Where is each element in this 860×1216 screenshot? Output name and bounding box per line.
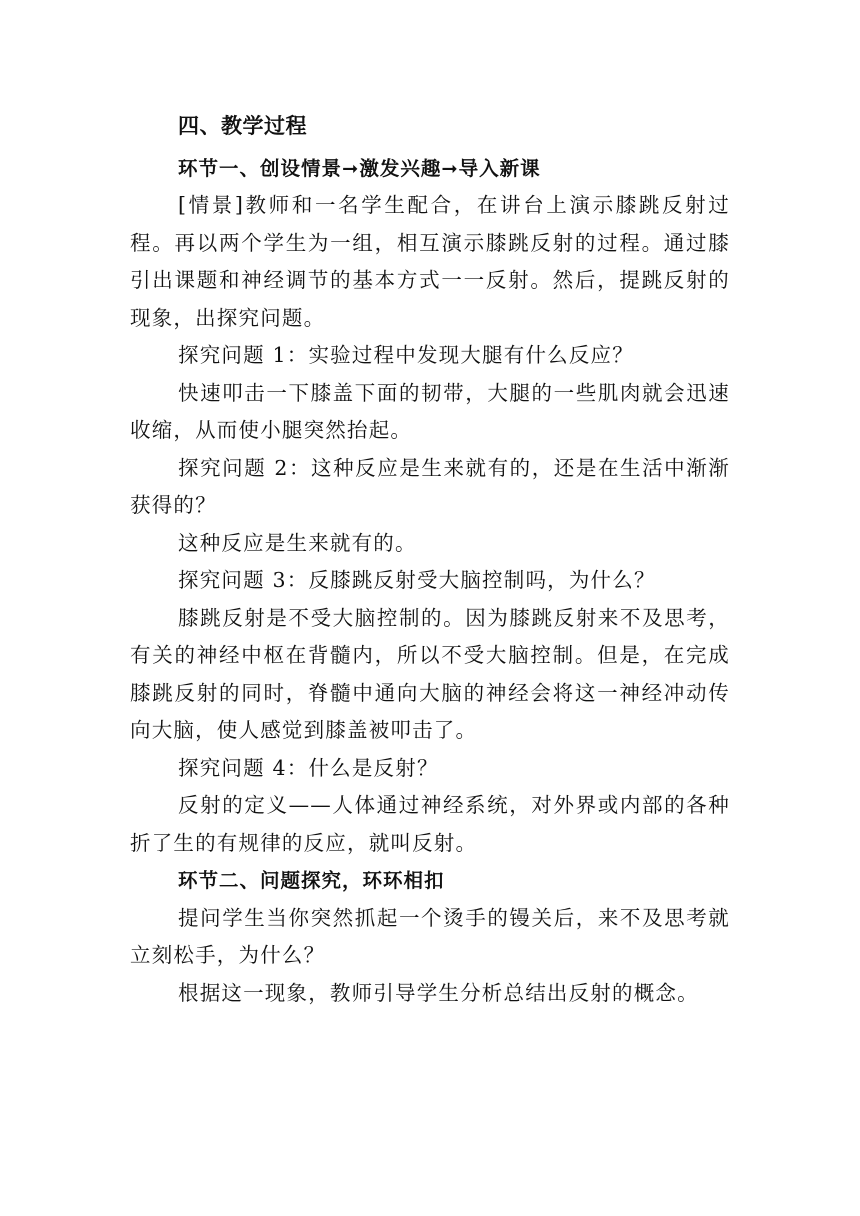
question-3: 探究问题 3：反膝跳反射受大脑控制吗，为什么？ [178, 568, 656, 592]
answer-1: 快速叩击一下膝盖下面的韧带，大腿的一些肌肉就会迅速收缩，从而使小腿突然抬起。 [130, 380, 730, 442]
answer-4: 反射的定义——人体通过神经系统，对外界或内部的各种折了生的有规律的反应，就叫反射。 [130, 793, 730, 855]
section1-title: 环节一、创设情景➞激发兴趣➞导入新课 [178, 156, 541, 180]
question-4: 探究问题 4：什么是反射？ [178, 755, 439, 780]
document-body [130, 108, 730, 1012]
paragraph-conclusion: 根据这一现象，教师引导学生分析总结出反射的概念。 [178, 980, 699, 1005]
question-1: 探究问题 1：实验过程中发现大腿有什么反应？ [178, 343, 634, 367]
section-heading: 四、教学过程 [178, 114, 307, 138]
answer-3: 膝跳反射是不受大脑控制的。因为膝跳反射来不及思考，有关的神经中枢在背髓内，所以不受大脑控制。但是，在完成膝跳反射的同时，脊髓中通向大脑的神经会将这一神经冲动传向大脑，使人感觉到膝盖被叩击了。 [130, 605, 730, 742]
paragraph-scenario: [情景]教师和一名学生配合，在讲台上演示膝跳反射过程。再以两个学生为一组，相互演示膝跳反射的过程。通过膝引出课题和神经调节的基本方式一一反射。然后，提跳反射的现象，出探究问题。 [130, 193, 730, 330]
section2-title: 环节二、问题探究，环环相扣 [178, 869, 445, 892]
answer-2: 这种反应是生来就有的。 [178, 530, 417, 555]
paragraph-question: 提问学生当你突然抓起一个烫手的镘关后，来不及思考就立刻松手，为什么？ [130, 905, 730, 967]
question-2: 探究问题 2：这种反应是生来就有的，还是在生活中渐渐获得的？ [130, 455, 730, 517]
